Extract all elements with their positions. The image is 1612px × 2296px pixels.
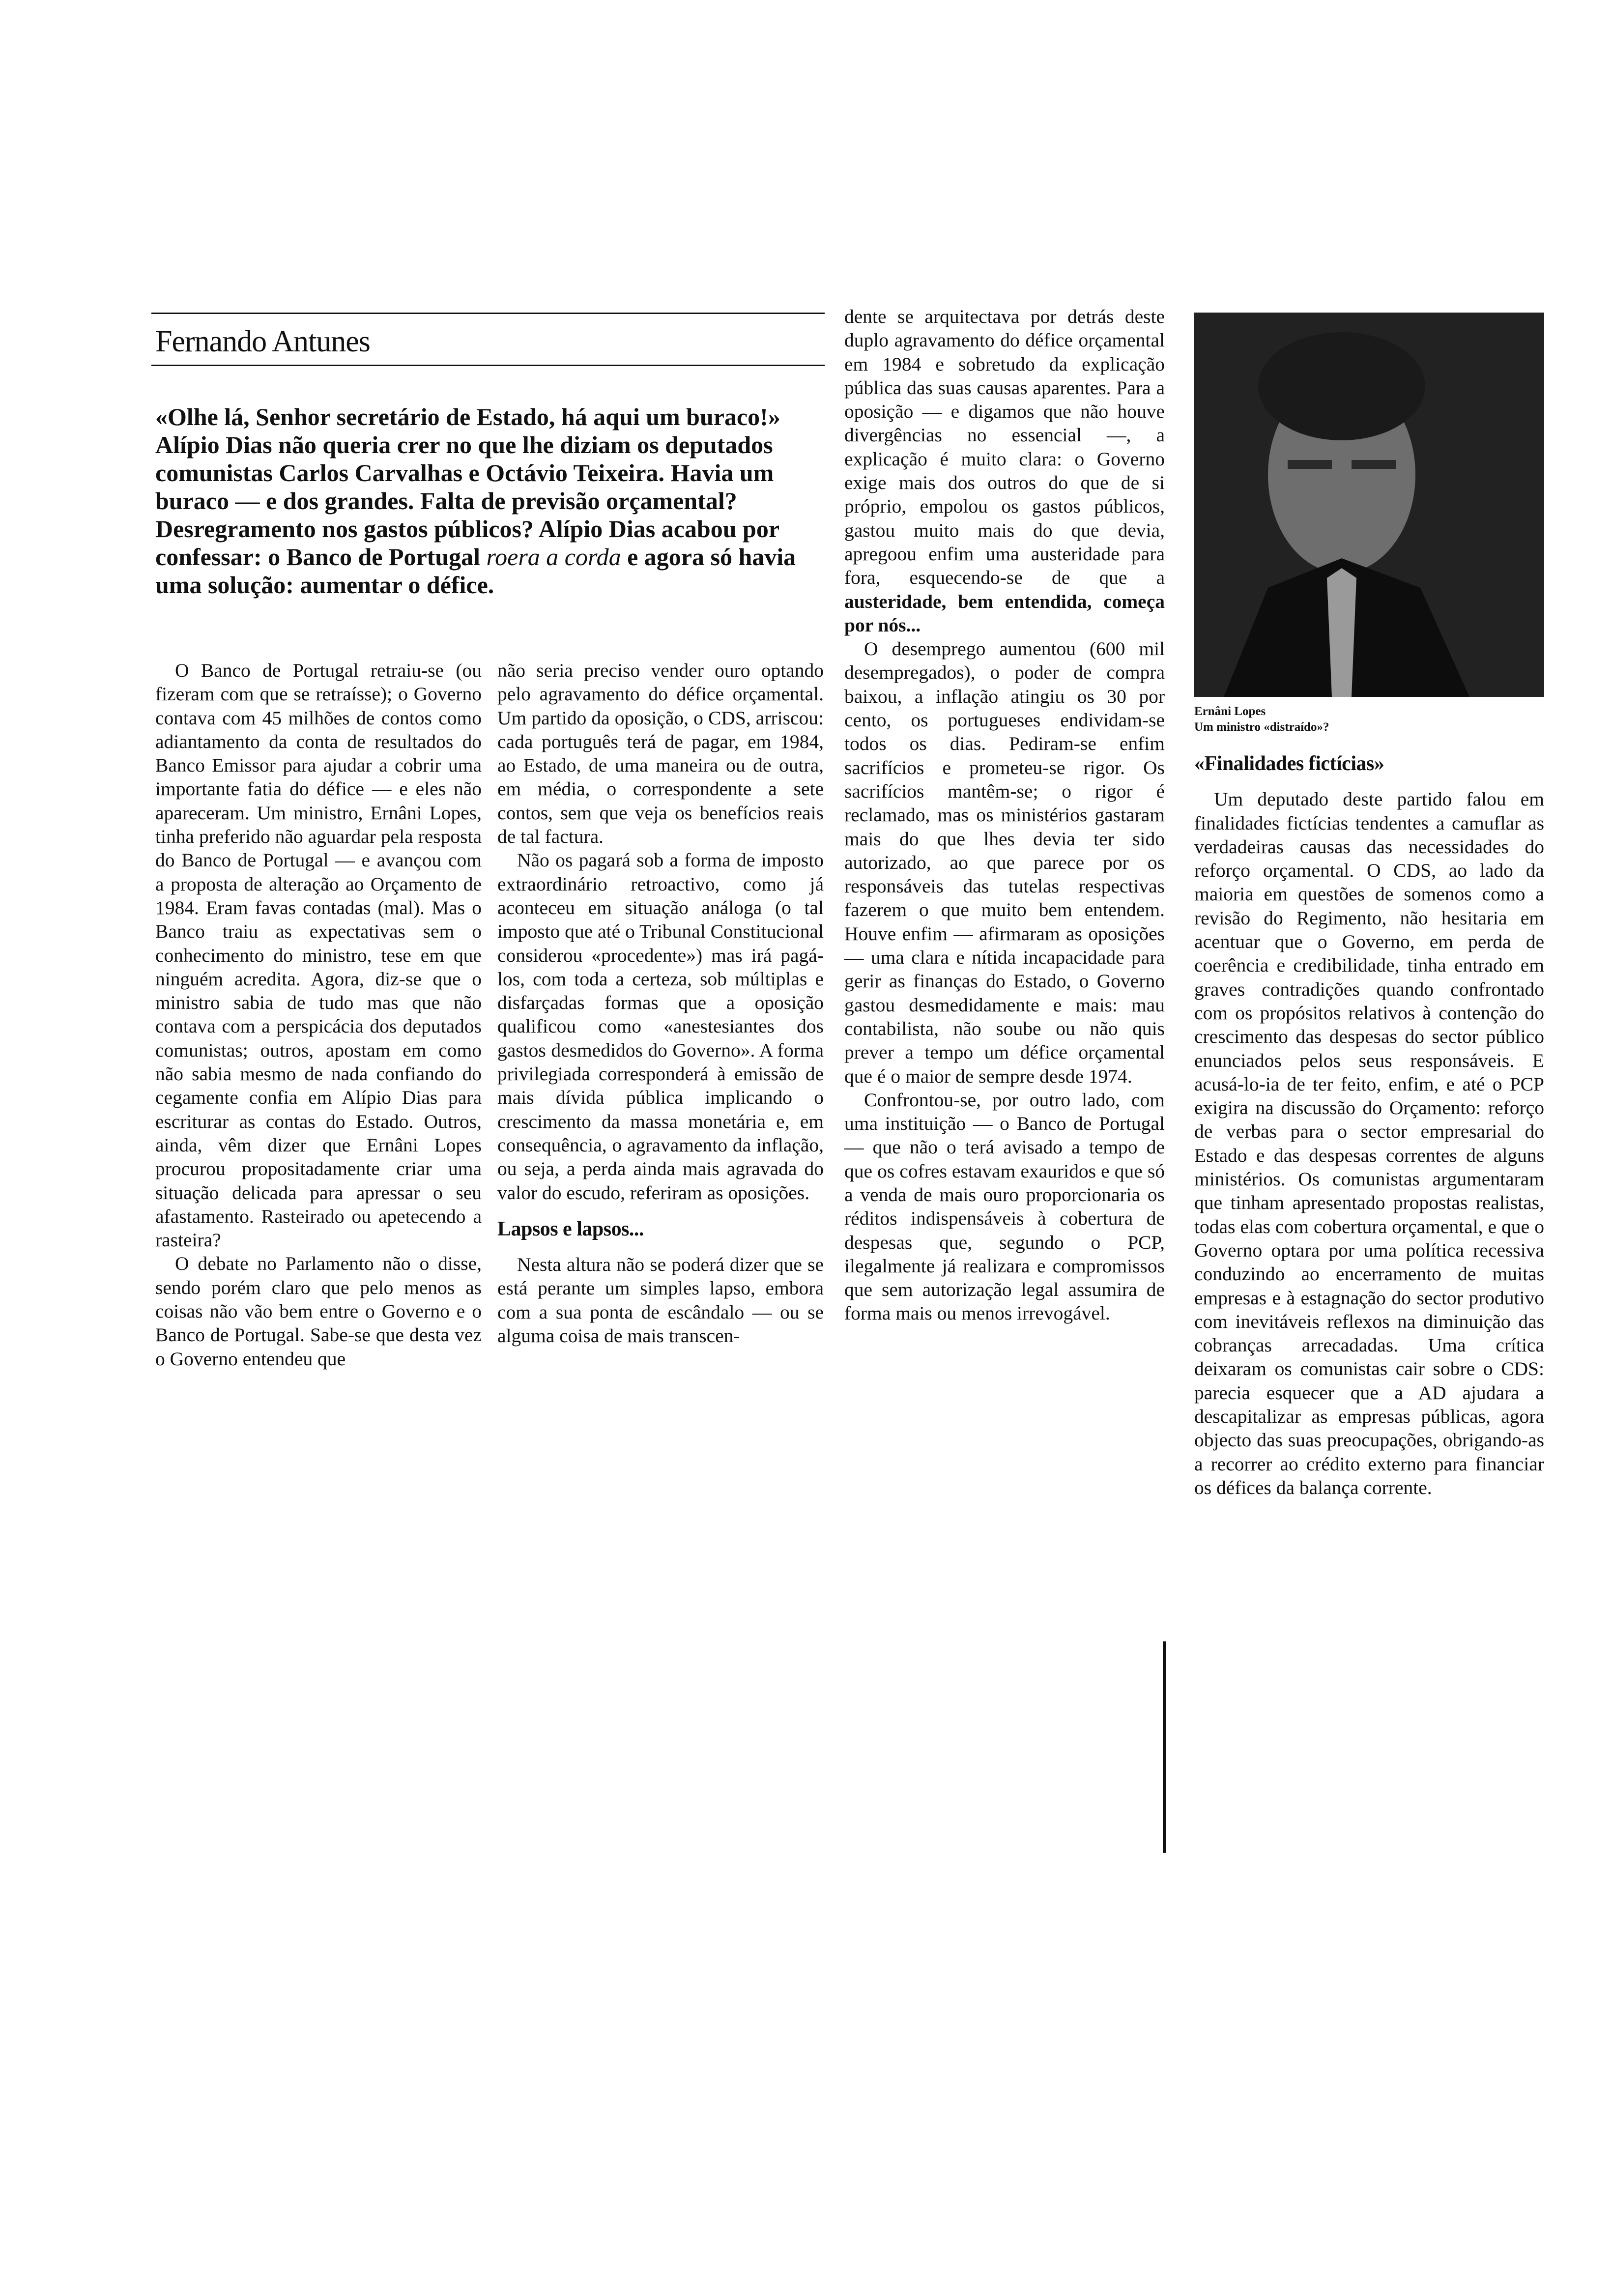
byline: Fernando Antunes — [155, 325, 370, 358]
photo-caption-name: Ernâni Lopes — [1194, 705, 1266, 718]
col3-paragraph-1-bold: austeridade, bem entendida, começa por nós... — [844, 590, 1165, 636]
lead-text-italic: roera a corda — [486, 543, 621, 571]
byline-rule — [151, 365, 825, 366]
col3-paragraph-1 — [844, 305, 1165, 637]
col4-subhead: «Finalidades fictícias» — [1194, 752, 1384, 775]
lead-text-2: e agora só havia uma solução: aumentar o défice. — [155, 543, 796, 599]
header-rule-top — [151, 313, 825, 314]
column-1 — [155, 659, 482, 1371]
col3-paragraph-2: O desemprego aumentou (600 mil desempregados), o poder de compra baixou, a inflação atingiu os 30 por cento, os portugueses endividam-se todos os dias. Pediram-se enfim sacrifícios e prometeu-se rigor. Os sacrifícios mantêm-se; o rigor é reclamado, mas os ministérios gastaram mais do que lhes devia ter sido autorizado, ao que parece por os responsáveis das tutelas respectivas fazerem o que muito bem entendem. Houve enfim — afirmaram as oposições — uma clara e nítida incapacidade para gerir as finanças do Estado, o Governo gastou desmedidamente e mais: mau contabilista, não soube ou não quis prever a tempo um défice orçamental que é o maior de sempre desde 1974. — [844, 638, 1165, 1087]
col2-paragraph-1: não seria preciso vender ouro optando pelo agravamento do défice orçamental. Um partido da oposição, o CDS, arriscou: cada português terá de pagar, em 1984, ao Estado, de uma maneira ou de outra, em média, o correspondente a sete contos, sem que veja os benefícios reais de tal factura. — [497, 660, 824, 848]
col2-paragraph-2: Não os pagará sob a forma de imposto extraordinário retroactivo, como já aconteceu em situação análoga (o tal imposto que até o Tribunal Constitucional considerou «procedente») mas irá pagá-los, com toda a certeza, sob múltiplas e disfarçadas formas que a oposição qualificou como «anestesiantes dos gastos desmedidos do Governo». A forma privilegiada corresponderá à emissão de mais dívida pública implicando o crescimento da massa monetária e, em consequência, o agravamento da inflação, ou seja, a perda ainda mais agravada do valor do escudo, referiram as oposições. — [497, 849, 824, 1204]
col3-paragraph-1-text: dente se arquitectava por detrás deste duplo agravamento do défice orçamental em 1984 e sobretudo da explicação pública das suas causas aparentes. Para a oposição — e digamos que não houve divergências no essencial —, a explicação é muito clara: o Governo exige mais dos outros do que de si próprio, empolou os gastos públicos, gastou muito mais do que devia, apregoou enfim uma austeridade para fora, esquecendo-se de que a — [844, 306, 1165, 589]
vertical-rule — [1163, 1641, 1166, 1853]
lead-text-1: «Olhe lá, Senhor secretário de Estado, há aqui um buraco!» Alípio Dias não queria crer no que lhe diziam os deputados comunistas Carlos Carvalhas e Octávio Teixeira. Havia um buraco — e dos grandes. Falta de previsão orçamental? Desregramento nos gastos públicos? Alípio Dias acabou por confessar: o Banco de Portugal — [155, 403, 780, 571]
col3-paragraph-3: Confrontou-se, por outro lado, com uma instituição — o Banco de Portugal — que não o terá avisado a tempo de que os cofres estavam exauridos e que só a venda de mais ouro proporcionaria os réditos indispensáveis à cobertura de despesas que, segundo o PCP, ilegalmente já realizara e compromissos que sem autorização legal assumira de forma mais ou menos irrevogável. — [844, 1089, 1165, 1324]
photo-caption — [1194, 704, 1544, 735]
column-2 — [497, 659, 824, 1348]
column-3 — [844, 305, 1165, 1325]
col1-paragraph-1: O Banco de Portugal retraiu-se (ou fizeram com que se retraísse); o Governo contava com 45 milhões de contos como adiantamento da conta de resultados do Banco Emissor para ajudar a cobrir uma importante fatia do défice — e eles não apareceram. Um ministro, Ernâni Lopes, tinha preferido não aguardar pela resposta do Banco de Portugal — e avançou com a proposta de alteração ao Orçamento de 1984. Eram favas contadas (mal). Mas o Banco traiu as expectativas sem o conhecimento do ministro, tese em que ninguém acredita. Agora, diz-se que o ministro sabia de tudo mas que não contava com a perspicácia dos deputados comunistas; outros, apostam em como não sabia mesmo de nada confiando do cegamente confia em Alípio Dias para escriturar as contas do Estado. Outros, ainda, vêm dizer que Ernâni Lopes procurou propositadamente criar uma situação delicada para apressar o seu afastamento. Rasteirado ou apetecendo a rasteira? — [155, 660, 482, 1251]
portrait-image — [1194, 313, 1544, 697]
col1-paragraph-2: O debate no Parlamento não o disse, sendo porém claro que pelo menos as coisas não vão bem entre o Governo e o Banco de Portugal. Sabe-se que desta vez o Governo entendeu que — [155, 1253, 482, 1370]
col2-subhead: Lapsos e lapsos... — [497, 1217, 644, 1240]
photo-caption-text: Um ministro «distraído»? — [1194, 720, 1329, 734]
lead-paragraph — [155, 403, 824, 599]
photo-ernani-lopes — [1194, 313, 1544, 697]
column-4 — [1194, 752, 1544, 1499]
col4-paragraph-1: Um deputado deste partido falou em finalidades fictícias tendentes a camuflar as verdadeiras causas das necessidades do reforço orçamental. O CDS, ao lado da maioria em questões de somenos como a revisão do Regimento, não hesitaria em acentuar que o Governo, em perda de coerência e credibilidade, tinha entrado em graves contradições quando confrontado com os propósitos relativos à contenção do crescimento das despesas do sector público enunciados pelos seus responsáveis. E acusá-lo-ia de ter feito, enfim, e até o PCP exigira na discussão do Orçamento: reforço de verbas para o sector empresarial do Estado e das despesas correntes de alguns ministérios. Os comunistas argumentaram que tinham apresentado propostas realistas, todas elas com cobertura orçamental, e que o Governo optara por uma política recessiva conduzindo ao encerramento de muitas empresas e à estagnação do sector produtivo com inevitáveis reflexos na diminuição das cobranças arrecadadas. Uma crítica deixaram os comunistas cair sobre o CDS: parecia esquecer que a AD ajudara a descapitalizar as empresas públicas, agora objecto das suas preocupações, obrigando-as a recorrer ao crédito externo para financiar os défices da balança corrente. — [1194, 788, 1544, 1498]
col2-paragraph-3: Nesta altura não se poderá dizer que se está perante um simples lapso, embora com a sua ponta de escândalo — ou se alguma coisa de mais transcen- — [497, 1254, 824, 1347]
